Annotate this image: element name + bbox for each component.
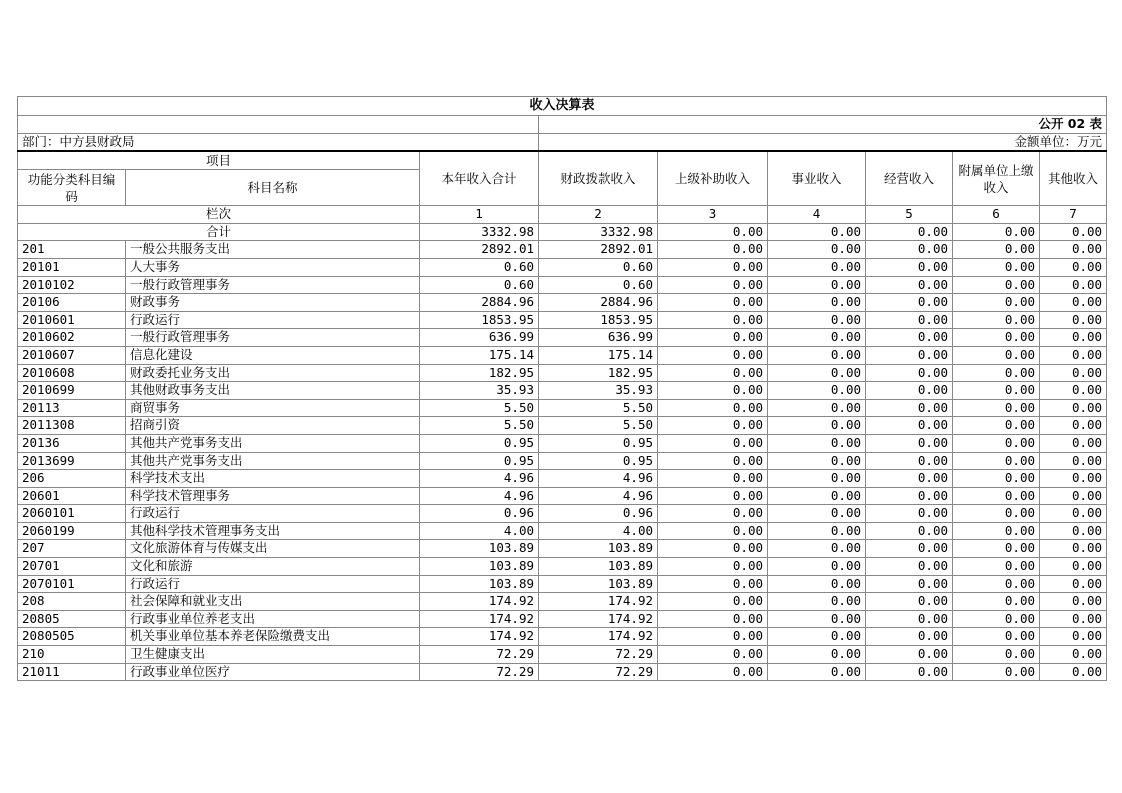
amount-cell: 0.95 [539, 452, 658, 470]
amount-cell: 0.95 [539, 434, 658, 452]
amount-cell: 4.96 [539, 487, 658, 505]
subject-code: 2010607 [18, 346, 126, 364]
subject-name: 行政运行 [126, 311, 420, 329]
table-row [18, 558, 1107, 576]
table-row [18, 663, 1107, 681]
column-number-label: 栏次 [18, 206, 420, 224]
amount-cell: 0.00 [1040, 241, 1107, 259]
subject-name: 科学技术支出 [126, 470, 420, 488]
subject-name: 文化旅游体育与传媒支出 [126, 540, 420, 558]
amount-cell: 0.00 [1040, 276, 1107, 294]
amount-cell: 0.00 [953, 540, 1040, 558]
subject-code: 20601 [18, 487, 126, 505]
subject-code: 20805 [18, 610, 126, 628]
subject-code: 208 [18, 593, 126, 611]
amount-cell: 0.00 [866, 558, 953, 576]
subject-code: 2080505 [18, 628, 126, 646]
amount-cell: 0.00 [768, 382, 866, 400]
code-header: 功能分类科目编码 [18, 170, 126, 206]
amount-cell: 0.00 [866, 628, 953, 646]
amount-cell: 0.00 [768, 487, 866, 505]
amount-cell: 174.92 [539, 610, 658, 628]
table-row [18, 258, 1107, 276]
name-header: 科目名称 [126, 170, 420, 206]
subject-code: 20701 [18, 558, 126, 576]
amount-cell: 0.00 [953, 434, 1040, 452]
amount-cell: 2892.01 [420, 241, 539, 259]
amount-cell: 0.00 [658, 241, 768, 259]
amount-cell: 35.93 [420, 382, 539, 400]
amount-cell: 0.00 [768, 452, 866, 470]
amount-cell: 0.00 [953, 346, 1040, 364]
amount-cell: 103.89 [420, 540, 539, 558]
amount-cell: 0.00 [768, 505, 866, 523]
amount-cell: 182.95 [539, 364, 658, 382]
project-header: 项目 [18, 151, 420, 170]
amount-cell: 0.60 [420, 276, 539, 294]
amount-cell: 0.00 [866, 434, 953, 452]
column-number: 2 [539, 206, 658, 224]
amount-cell: 0.00 [658, 575, 768, 593]
amount-cell: 5.50 [539, 417, 658, 435]
table-row [18, 382, 1107, 400]
subject-code: 20136 [18, 434, 126, 452]
amount-cell: 35.93 [539, 382, 658, 400]
amount-cell: 0.00 [658, 522, 768, 540]
amount-cell: 0.00 [768, 364, 866, 382]
amount-cell: 0.00 [953, 399, 1040, 417]
amount-cell: 0.00 [1040, 558, 1107, 576]
amount-cell: 0.00 [953, 241, 1040, 259]
amount-cell: 0.00 [1040, 364, 1107, 382]
table-row [18, 610, 1107, 628]
amount-cell: 0.00 [1040, 346, 1107, 364]
amount-cell: 0.00 [768, 329, 866, 347]
subject-code: 2010602 [18, 329, 126, 347]
amount-cell: 2884.96 [420, 294, 539, 312]
amount-cell: 0.00 [768, 470, 866, 488]
amount-cell: 0.00 [1040, 505, 1107, 523]
amount-cell: 0.00 [768, 346, 866, 364]
amount-cell: 0.00 [953, 452, 1040, 470]
amount-cell: 0.00 [1040, 628, 1107, 646]
amount-cell: 0.00 [866, 329, 953, 347]
amount-cell: 0.00 [953, 610, 1040, 628]
subject-code: 2010601 [18, 311, 126, 329]
amount-cell: 0.95 [420, 434, 539, 452]
amount-cell: 0.00 [1040, 646, 1107, 664]
amount-cell: 2884.96 [539, 294, 658, 312]
amount-cell: 0.00 [953, 593, 1040, 611]
amount-cell: 0.00 [953, 487, 1040, 505]
amount-cell: 5.50 [420, 417, 539, 435]
table-row [18, 646, 1107, 664]
amount-cell: 0.00 [953, 382, 1040, 400]
amount-cell: 0.00 [1040, 522, 1107, 540]
amount-cell: 0.00 [768, 399, 866, 417]
table-row [18, 575, 1107, 593]
amount-cell: 0.00 [658, 610, 768, 628]
amount-cell: 5.50 [539, 399, 658, 417]
amount-cell: 0.00 [953, 258, 1040, 276]
total-row [18, 223, 1107, 241]
amount-cell: 4.96 [420, 487, 539, 505]
table-row [18, 311, 1107, 329]
amount-cell: 0.95 [420, 452, 539, 470]
amount-cell: 103.89 [420, 575, 539, 593]
subject-name: 机关事业单位基本养老保险缴费支出 [126, 628, 420, 646]
subject-name: 招商引资 [126, 417, 420, 435]
amount-cell: 0.00 [768, 311, 866, 329]
amount-cell: 2892.01 [539, 241, 658, 259]
table-row [18, 417, 1107, 435]
subject-name: 行政运行 [126, 575, 420, 593]
amount-cell: 0.00 [658, 364, 768, 382]
amount-cell: 0.00 [658, 646, 768, 664]
subject-code: 210 [18, 646, 126, 664]
amount-cell: 0.00 [866, 610, 953, 628]
subject-code: 2060199 [18, 522, 126, 540]
amount-cell: 0.00 [768, 434, 866, 452]
subject-name: 行政运行 [126, 505, 420, 523]
total-value: 0.00 [1040, 223, 1107, 241]
subject-name: 一般公共服务支出 [126, 241, 420, 259]
amount-cell: 0.00 [866, 575, 953, 593]
amount-cell: 174.92 [420, 593, 539, 611]
subject-code: 2060101 [18, 505, 126, 523]
amount-cell: 0.00 [1040, 452, 1107, 470]
amount-cell: 0.00 [768, 417, 866, 435]
amount-cell: 636.99 [420, 329, 539, 347]
subject-name: 一般行政管理事务 [126, 329, 420, 347]
subject-code: 20113 [18, 399, 126, 417]
amount-cell: 0.00 [953, 558, 1040, 576]
table-row [18, 294, 1107, 312]
subject-name: 财政委托业务支出 [126, 364, 420, 382]
column-number: 3 [658, 206, 768, 224]
amount-cell: 4.00 [420, 522, 539, 540]
subject-name: 行政事业单位医疗 [126, 663, 420, 681]
amount-cell: 0.00 [768, 628, 866, 646]
subject-code: 201 [18, 241, 126, 259]
amount-cell: 0.00 [1040, 382, 1107, 400]
amount-cell: 103.89 [420, 558, 539, 576]
subject-name: 商贸事务 [126, 399, 420, 417]
table-row [18, 346, 1107, 364]
header-row-1 [18, 151, 1107, 170]
amount-cell: 0.00 [953, 505, 1040, 523]
amount-cell: 0.00 [953, 628, 1040, 646]
amount-cell: 0.00 [658, 593, 768, 611]
column-number: 1 [420, 206, 539, 224]
amount-cell: 0.96 [539, 505, 658, 523]
amount-cell: 0.00 [866, 346, 953, 364]
table-row [18, 329, 1107, 347]
col-header-2: 财政拨款收入 [539, 151, 658, 206]
amount-cell: 0.00 [866, 258, 953, 276]
amount-cell: 0.00 [658, 417, 768, 435]
total-value: 0.00 [953, 223, 1040, 241]
subject-name: 其他共产党事务支出 [126, 452, 420, 470]
amount-cell: 0.00 [953, 276, 1040, 294]
amount-cell: 174.92 [539, 593, 658, 611]
amount-cell: 0.00 [1040, 329, 1107, 347]
amount-cell: 0.00 [768, 540, 866, 558]
table-row [18, 434, 1107, 452]
meta-row [18, 133, 1107, 151]
amount-cell: 0.00 [866, 241, 953, 259]
col-header-5: 经营收入 [866, 151, 953, 206]
amount-cell: 0.00 [658, 311, 768, 329]
amount-cell: 0.00 [866, 294, 953, 312]
table-row [18, 628, 1107, 646]
amount-cell: 0.00 [953, 575, 1040, 593]
amount-cell: 0.00 [866, 452, 953, 470]
amount-cell: 0.00 [1040, 540, 1107, 558]
amount-cell: 0.00 [658, 294, 768, 312]
amount-cell: 0.00 [1040, 593, 1107, 611]
form-number: 公开 02 表 [539, 116, 1107, 134]
amount-cell: 0.00 [1040, 470, 1107, 488]
amount-cell: 103.89 [539, 540, 658, 558]
subject-code: 2010699 [18, 382, 126, 400]
title-row [18, 97, 1107, 116]
column-number: 4 [768, 206, 866, 224]
amount-cell: 0.00 [658, 382, 768, 400]
amount-cell: 103.89 [539, 558, 658, 576]
amount-cell: 0.00 [658, 434, 768, 452]
amount-cell: 0.00 [953, 417, 1040, 435]
amount-cell: 0.00 [658, 470, 768, 488]
amount-cell: 0.00 [866, 646, 953, 664]
amount-cell: 0.00 [768, 522, 866, 540]
subject-code: 2010608 [18, 364, 126, 382]
subject-name: 其他财政事务支出 [126, 382, 420, 400]
amount-cell: 0.00 [1040, 399, 1107, 417]
col-header-4: 事业收入 [768, 151, 866, 206]
amount-cell: 0.00 [768, 575, 866, 593]
table-row [18, 276, 1107, 294]
amount-cell: 0.60 [539, 276, 658, 294]
total-value: 3332.98 [420, 223, 539, 241]
amount-cell: 72.29 [420, 663, 539, 681]
amount-cell: 4.96 [539, 470, 658, 488]
amount-cell: 0.00 [768, 241, 866, 259]
subject-name: 其他共产党事务支出 [126, 434, 420, 452]
amount-cell: 0.00 [866, 276, 953, 294]
amount-cell: 0.00 [658, 487, 768, 505]
table-row [18, 593, 1107, 611]
amount-cell: 72.29 [420, 646, 539, 664]
subject-code: 2010102 [18, 276, 126, 294]
income-statement-sheet [17, 96, 1106, 681]
amount-cell: 0.00 [866, 470, 953, 488]
table-row [18, 522, 1107, 540]
amount-cell: 0.00 [768, 294, 866, 312]
amount-cell: 0.00 [1040, 294, 1107, 312]
amount-cell: 0.00 [658, 329, 768, 347]
unit-label: 金额单位：万元 [539, 133, 1107, 151]
subject-name: 信息化建设 [126, 346, 420, 364]
amount-cell: 72.29 [539, 646, 658, 664]
table-row [18, 487, 1107, 505]
total-value: 0.00 [658, 223, 768, 241]
table-row [18, 470, 1107, 488]
income-table [17, 96, 1107, 681]
amount-cell: 4.00 [539, 522, 658, 540]
amount-cell: 0.00 [866, 399, 953, 417]
amount-cell: 1853.95 [539, 311, 658, 329]
amount-cell: 0.00 [866, 382, 953, 400]
table-row [18, 399, 1107, 417]
amount-cell: 174.92 [420, 628, 539, 646]
amount-cell: 0.00 [658, 452, 768, 470]
table-row [18, 452, 1107, 470]
column-number: 5 [866, 206, 953, 224]
amount-cell: 0.00 [1040, 487, 1107, 505]
amount-cell: 0.00 [658, 258, 768, 276]
amount-cell: 0.00 [1040, 258, 1107, 276]
subject-name: 财政事务 [126, 294, 420, 312]
table-row [18, 241, 1107, 259]
amount-cell: 175.14 [420, 346, 539, 364]
form-number-row [18, 116, 1107, 134]
subject-code: 20106 [18, 294, 126, 312]
amount-cell: 0.00 [953, 646, 1040, 664]
total-value: 3332.98 [539, 223, 658, 241]
col-header-7: 其他收入 [1040, 151, 1107, 206]
subject-name: 行政事业单位养老支出 [126, 610, 420, 628]
table-row [18, 364, 1107, 382]
amount-cell: 0.00 [1040, 663, 1107, 681]
subject-code: 21011 [18, 663, 126, 681]
subject-code: 2011308 [18, 417, 126, 435]
subject-code: 2070101 [18, 575, 126, 593]
amount-cell: 0.60 [539, 258, 658, 276]
total-value: 0.00 [866, 223, 953, 241]
amount-cell: 0.00 [768, 610, 866, 628]
amount-cell: 0.00 [866, 364, 953, 382]
subject-name: 卫生健康支出 [126, 646, 420, 664]
amount-cell: 0.00 [953, 470, 1040, 488]
amount-cell: 0.00 [768, 276, 866, 294]
amount-cell: 174.92 [420, 610, 539, 628]
amount-cell: 4.96 [420, 470, 539, 488]
table-row [18, 505, 1107, 523]
amount-cell: 0.00 [658, 540, 768, 558]
subject-name: 社会保障和就业支出 [126, 593, 420, 611]
amount-cell: 0.00 [866, 540, 953, 558]
amount-cell: 0.00 [768, 593, 866, 611]
amount-cell: 0.00 [1040, 575, 1107, 593]
subject-code: 207 [18, 540, 126, 558]
subject-name: 其他科学技术管理事务支出 [126, 522, 420, 540]
column-number: 6 [953, 206, 1040, 224]
amount-cell: 0.00 [953, 364, 1040, 382]
amount-cell: 0.00 [866, 522, 953, 540]
amount-cell: 0.00 [866, 663, 953, 681]
total-label: 合计 [18, 223, 420, 241]
subject-name: 人大事务 [126, 258, 420, 276]
amount-cell: 0.00 [658, 276, 768, 294]
amount-cell: 0.00 [1040, 311, 1107, 329]
amount-cell: 0.00 [658, 558, 768, 576]
amount-cell: 182.95 [420, 364, 539, 382]
amount-cell: 175.14 [539, 346, 658, 364]
subject-code: 20101 [18, 258, 126, 276]
amount-cell: 0.96 [420, 505, 539, 523]
subject-name: 文化和旅游 [126, 558, 420, 576]
department-label: 部门：中方县财政局 [18, 133, 539, 151]
amount-cell: 0.00 [1040, 434, 1107, 452]
amount-cell: 0.00 [658, 399, 768, 417]
subject-name: 一般行政管理事务 [126, 276, 420, 294]
amount-cell: 0.00 [953, 311, 1040, 329]
amount-cell: 0.00 [768, 258, 866, 276]
subject-code: 2013699 [18, 452, 126, 470]
column-number: 7 [1040, 206, 1107, 224]
amount-cell: 0.00 [953, 329, 1040, 347]
amount-cell: 0.00 [658, 346, 768, 364]
total-value: 0.00 [768, 223, 866, 241]
col-header-6: 附属单位上缴收入 [953, 151, 1040, 206]
amount-cell: 0.00 [953, 663, 1040, 681]
amount-cell: 0.00 [866, 505, 953, 523]
amount-cell: 1853.95 [420, 311, 539, 329]
col-header-3: 上级补助收入 [658, 151, 768, 206]
amount-cell: 0.00 [768, 663, 866, 681]
amount-cell: 0.00 [658, 505, 768, 523]
amount-cell: 0.00 [866, 417, 953, 435]
amount-cell: 0.00 [768, 558, 866, 576]
table-title: 收入决算表 [18, 97, 1107, 116]
amount-cell: 0.00 [866, 593, 953, 611]
subject-code: 206 [18, 470, 126, 488]
col-header-1: 本年收入合计 [420, 151, 539, 206]
amount-cell: 103.89 [539, 575, 658, 593]
amount-cell: 0.60 [420, 258, 539, 276]
column-number-row [18, 206, 1107, 224]
amount-cell: 0.00 [658, 628, 768, 646]
table-row [18, 540, 1107, 558]
amount-cell: 0.00 [866, 487, 953, 505]
amount-cell: 0.00 [1040, 610, 1107, 628]
amount-cell: 5.50 [420, 399, 539, 417]
amount-cell: 636.99 [539, 329, 658, 347]
amount-cell: 0.00 [1040, 417, 1107, 435]
amount-cell: 0.00 [953, 522, 1040, 540]
amount-cell: 0.00 [768, 646, 866, 664]
amount-cell: 72.29 [539, 663, 658, 681]
amount-cell: 174.92 [539, 628, 658, 646]
amount-cell: 0.00 [658, 663, 768, 681]
subject-name: 科学技术管理事务 [126, 487, 420, 505]
amount-cell: 0.00 [866, 311, 953, 329]
amount-cell: 0.00 [953, 294, 1040, 312]
